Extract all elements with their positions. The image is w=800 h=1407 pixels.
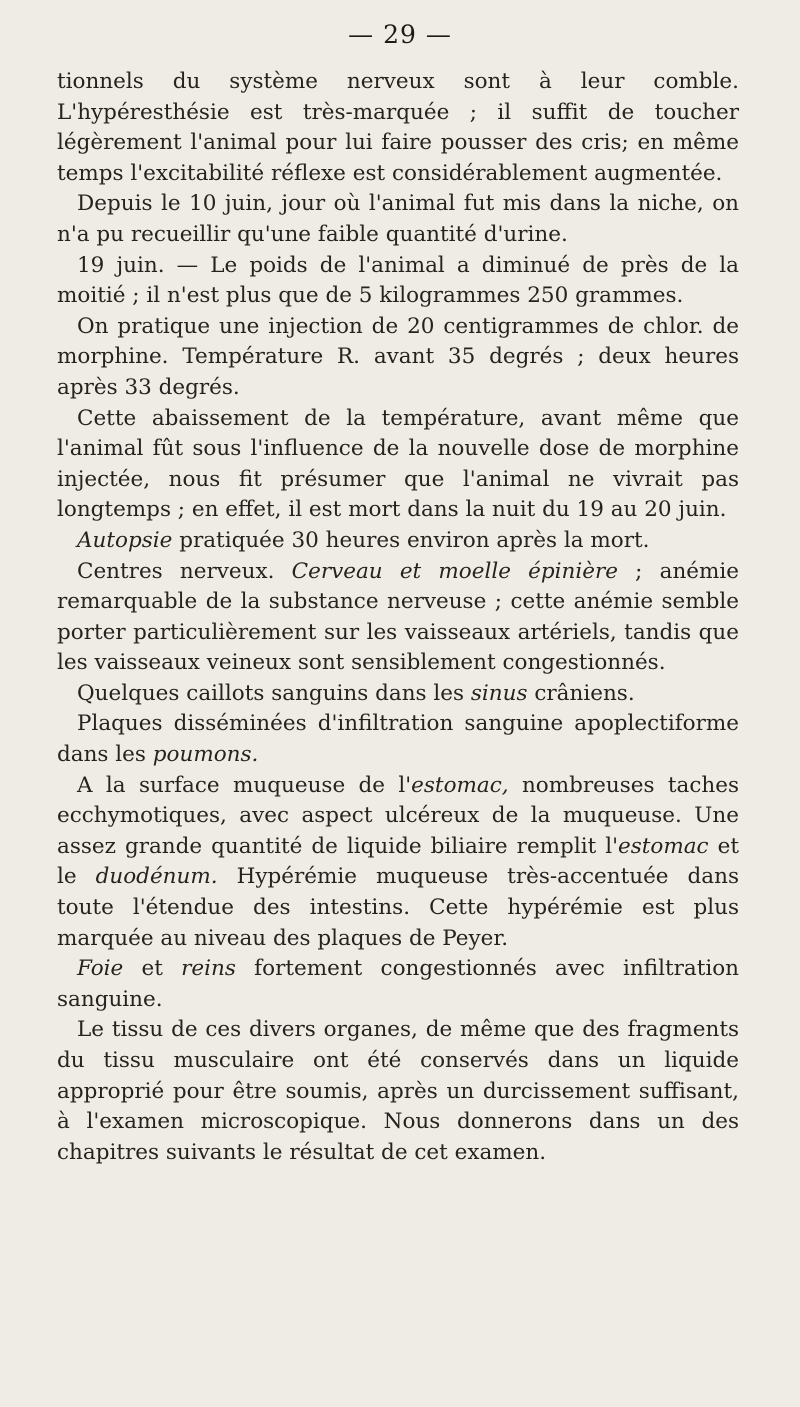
text-segment: ; anémie remarquable de la substance nerveuse ; cette anémie semble porter particulièrement sur les vaisseaux artériels, tandis que les vaisseaux veineux sont sensiblement congestionnés.: [57, 558, 740, 676]
text-segment: A la surface muqueuse de l': [77, 772, 412, 798]
text-segment: pratiquée 30 heures environ après la mort.: [172, 527, 650, 553]
text-segment: et le: [57, 833, 739, 890]
text-segment-italic: Autopsie: [77, 527, 173, 553]
text-segment: Quelques caillots sanguins dans les: [77, 680, 471, 706]
text-segment: Cette abaissement de la température, avant même que l'animal fût sous l'influence de la nouvelle dose de morphine injectée, nous fit présumer que l'animal ne vivrait pas longtemps ; en effet, il est mort dans la nuit du 19 au 20 juin.: [57, 405, 739, 523]
text-segment-italic: estomac,: [411, 772, 509, 798]
page-number: — 29 —: [348, 20, 452, 49]
text-segment-italic: Cerveau et moelle épinière: [291, 558, 618, 584]
paragraph-2: [57, 189, 739, 250]
page-body: [57, 67, 739, 1168]
paragraph-10: [57, 771, 739, 955]
paragraph-1: [57, 67, 739, 189]
paragraph-4: [57, 312, 739, 404]
text-segment-italic: reins: [181, 956, 236, 982]
text-segment: On pratique une injection de 20 centigrammes de chlor. de morphine. Température R. avant 35 degrés ; deux heures après 33 degrés.: [57, 313, 739, 400]
text-segment: Hypérémie muqueuse très-accentuée dans toute l'étendue des intestins. Cette hypérémie est plus marquée au niveau des plaques de Peyer.: [57, 864, 740, 951]
text-segment-italic: estomac: [618, 833, 709, 859]
text-segment-italic: duodénum.: [95, 864, 218, 890]
paragraph-3: [57, 251, 739, 312]
paragraph-9: [57, 709, 739, 770]
paragraph-8: [57, 679, 739, 710]
text-segment-italic: Foie: [77, 956, 124, 982]
paragraph-11: [57, 954, 739, 1015]
text-segment: Le tissu de ces divers organes, de même que des fragments du tissu musculaire ont été conservés dans un liquide approprié pour être soumis, après un durcissement suffisant, à l'examen microscopique. Nous donnerons dans un des chapitres suivants le résultat de cet examen.: [57, 1017, 739, 1165]
text-segment-italic: sinus: [470, 680, 528, 706]
text-segment-italic: poumons.: [152, 742, 259, 768]
paragraph-12: [57, 1015, 739, 1168]
text-segment: Depuis le 10 juin, jour où l'animal fut mis dans la niche, on n'a pu recueillir qu'une faible quantité d'urine.: [57, 191, 739, 247]
text-segment: tionnels du système nerveux sont à leur comble. L'hypéresthésie est très-marquée ; il suffit de toucher légèrement l'animal pour lui faire pousser des cris; en même temps l'excitabilité réflexe est considérablement augmentée.: [57, 69, 739, 186]
paragraph-5: [57, 404, 739, 526]
text-segment: crâniens.: [527, 680, 635, 706]
text-segment: Plaques disséminées d'infiltration sanguine apoplectiforme dans les: [57, 711, 739, 768]
text-segment: nombreuses taches ecchymotiques, avec aspect ulcéreux de la muqueuse. Une assez grande quantité de liquide biliaire remplit l': [57, 772, 739, 859]
text-segment: 19 juin. — Le poids de l'animal a diminué de près de la moitié ; il n'est plus que de 5 kilogrammes 250 grammes.: [57, 252, 739, 309]
text-segment: fortement congestionnés avec infiltration sanguine.: [57, 956, 739, 1012]
text-segment: et: [123, 956, 182, 982]
text-segment: Centres nerveux.: [77, 558, 292, 584]
paragraph-7: [57, 557, 739, 679]
paragraph-6: [57, 526, 739, 557]
